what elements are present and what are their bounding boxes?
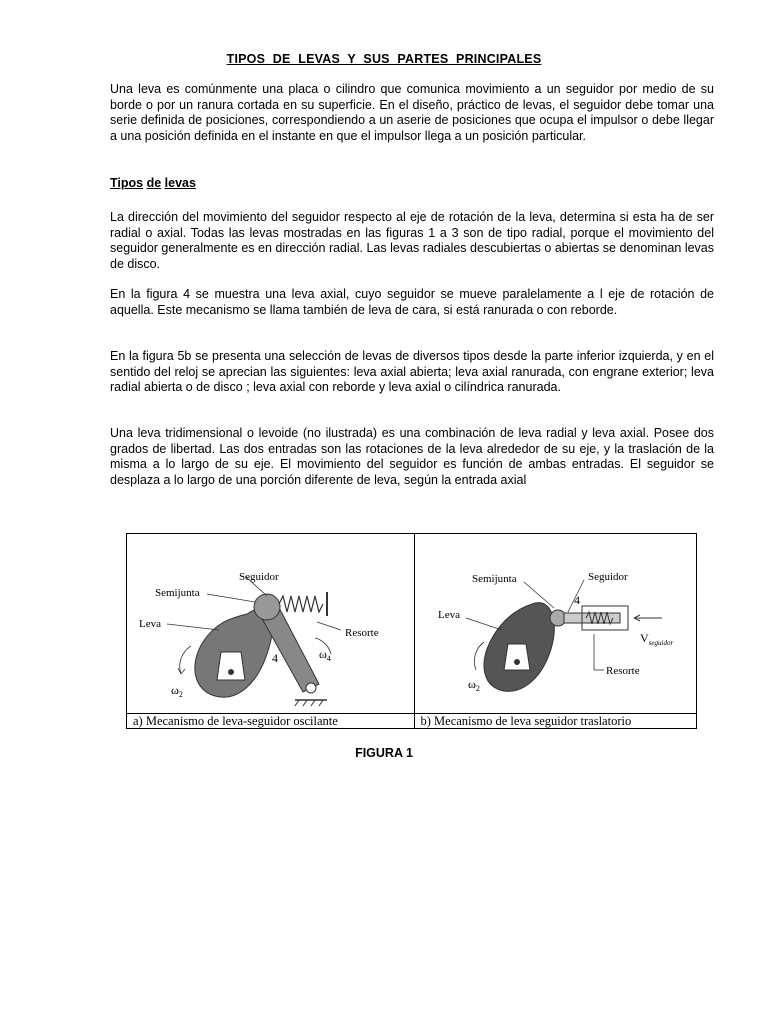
cam-pivot-slot <box>217 652 245 680</box>
leader-leva <box>167 624 219 630</box>
figure-label: FIGURA 1 <box>355 746 413 760</box>
omega2-arc <box>474 642 484 670</box>
label-seguidor: Seguidor <box>588 571 628 583</box>
label-resorte: Resorte <box>606 665 640 677</box>
omega2-arc <box>180 646 191 674</box>
figure-panel-translating <box>414 534 696 713</box>
label-omega4: $\omega_4$ <box>319 647 331 663</box>
figure-panel-oscillating <box>127 534 415 713</box>
figure-caption-row <box>127 713 696 729</box>
label-omega2: $\omega_2$ <box>468 677 480 693</box>
omega2-arrowhead <box>178 668 185 674</box>
spring <box>279 596 323 612</box>
caption-b: b) Mecanismo de leva seguidor traslatorio <box>420 714 632 728</box>
label-link-4: 4 <box>574 593 580 607</box>
caption-a: a) Mecanismo de leva-seguidor oscilante <box>127 714 415 729</box>
paragraph-levoide: Una leva tridimensional o levoide (no ilustrada) es una combinación de leva radial y leva axial. Posee dos grados de libertad. Las dos entradas son las rotaciones de la leva alrededor de su eje, y la traslación de la misma a lo largo de su eje. El movimiento del seguidor es función de ambas entradas. El seguidor se desplaza a lo largo de una porción diferente de leva, según la entrada axial <box>110 426 714 487</box>
label-leva: Leva <box>438 609 460 621</box>
section-heading <box>110 176 196 190</box>
paragraph-radial-axial: La dirección del movimiento del seguidor respecto al eje de rotación de la leva, determina si esta ha de ser radial o axial. Todas las levas mostradas en las figuras 1 a 3 son de tipo radial, porque el movimiento del seguidor generalmente es en dirección radial. Las levas radiales descubiertas o abiertas se denominan levas de disco. <box>110 210 714 271</box>
label-semijunta: Semijunta <box>472 573 517 585</box>
leader-semijunta <box>207 594 255 602</box>
heading-word-3: levas <box>164 176 196 190</box>
cam-pivot-slot <box>504 644 530 670</box>
oscillating-mechanism-diagram <box>127 534 414 713</box>
label-resorte: Resorte <box>345 627 379 639</box>
leader-resorte <box>317 622 341 630</box>
paragraph-cam-selection: En la figura 5b se presenta una selección de levas de diversos tipos desde la parte inferior izquierda, y en el sentido del reloj se aprecian las siguientes: leva axial abierta; leva axial ranurada, con engrane exterior; leva radial abierta o de disco ; leva axial con reborde y leva axial o cilíndrica ranurada. <box>110 349 714 394</box>
label-omega2: $\omega_2$ <box>171 683 183 699</box>
leader-leva <box>466 618 502 630</box>
heading-word-1: Tipos <box>110 176 144 190</box>
translating-mechanism-diagram <box>414 534 696 713</box>
heading-word-2: de <box>146 176 162 190</box>
follower-roller <box>254 594 280 620</box>
label-semijunta: Semijunta <box>155 587 200 599</box>
label-link-4: 4 <box>272 651 278 665</box>
label-velocity: $V_{seguidor}$ <box>640 631 674 647</box>
page-title: TIPOS DE LEVAS Y SUS PARTES PRINCIPALES <box>226 52 542 66</box>
cam-pivot <box>514 659 520 665</box>
label-leva: Leva <box>139 618 161 630</box>
ground-hatch <box>295 700 323 706</box>
follower-pivot <box>306 683 316 693</box>
cam-pivot <box>228 669 234 675</box>
figure-box <box>126 533 697 729</box>
label-seguidor: Seguidor <box>239 571 279 583</box>
intro-paragraph: Una leva es comúnmente una placa o cilindro que comunica movimiento a un seguidor por medio de su borde o por un ranura cortada en su superficie. En el diseño, práctico de levas, el seguidor debe tomar una serie definida de posiciones, correspondiendo a un aserie de posiciones que ocupa el impulsor o debe llegar a una posición definida en el instante en que el impulsor llega a un posición particular. <box>110 82 714 143</box>
paragraph-axial-cam: En la figura 4 se muestra una leva axial, cuyo seguidor se mueve paralelamente a l eje de rotación de aquella. Este mecanismo se llama también de leva de cara, si está ranurada o con reborde. <box>110 287 714 317</box>
